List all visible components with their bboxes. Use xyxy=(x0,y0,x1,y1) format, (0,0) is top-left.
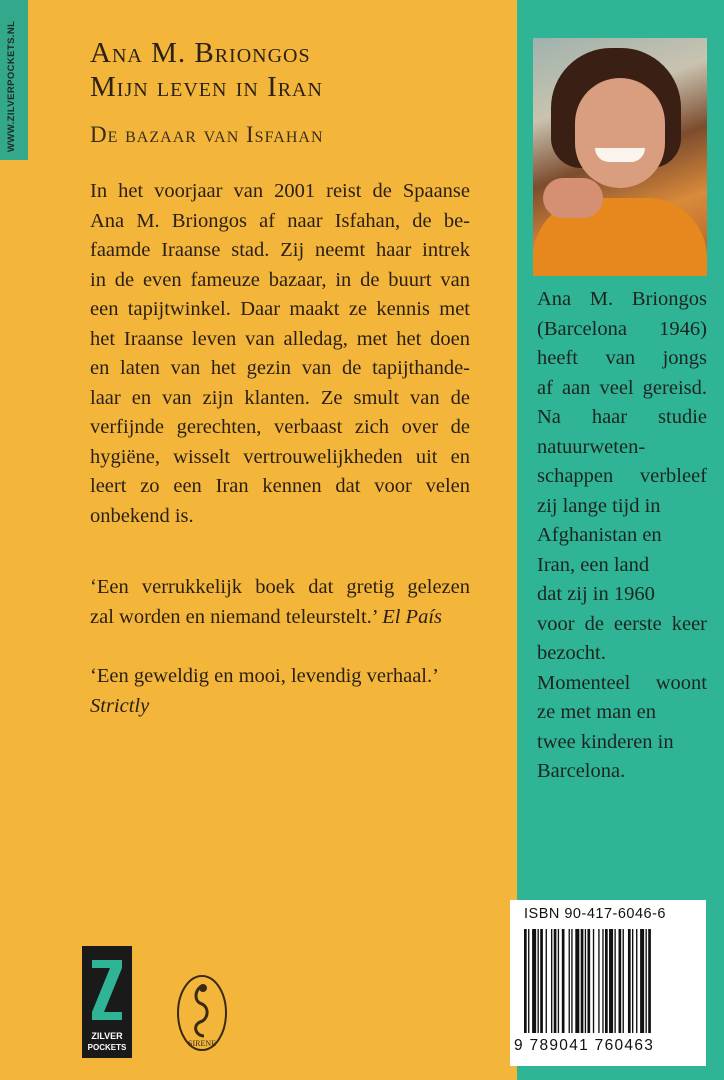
isbn-number: ISBN 90-417-6046-6 xyxy=(524,906,666,922)
bio-line: dat zij in 1960 xyxy=(537,583,655,605)
title-block xyxy=(90,36,324,148)
bio-line: natuurweten- xyxy=(537,435,646,458)
barcode-bars xyxy=(522,929,696,1033)
blurb-line: en laten van het gezin van de tapijthande- xyxy=(90,357,470,379)
zilver-pockets-logo xyxy=(82,946,132,1058)
author-bio xyxy=(537,285,707,787)
review-quote-strictly xyxy=(90,662,470,721)
review-quote-el-pais xyxy=(90,573,470,632)
author-photo xyxy=(533,38,707,276)
quote-text: zal worden en niemand teleurstelt.’ xyxy=(90,605,378,628)
blurb-line: In het voorjaar van 2001 reist de Spaanse xyxy=(90,180,470,202)
quote-line: ‘Een geweldig en mooi, levendig verhaal.’ xyxy=(90,665,439,687)
bio-line: heeft van jongs xyxy=(537,347,707,369)
book-title: Mijn leven in Iran xyxy=(90,71,323,103)
bio-line: zij lange tijd in xyxy=(537,494,661,517)
blurb-line: een tapijtwinkel. Daar maakt ze kennis met xyxy=(90,298,470,320)
bio-line: Iran, een land xyxy=(537,553,650,576)
book-subtitle: De bazaar van Isfahan xyxy=(90,122,324,147)
bio-line: Barcelona. xyxy=(537,760,626,782)
bio-line: schappen verbleef xyxy=(537,465,707,487)
bio-line: Ana M. Briongos xyxy=(537,288,707,310)
sirene-text: SIRENE xyxy=(188,1039,216,1048)
blurb-line: laar en van zijn klanten. Ze smult van de xyxy=(90,386,470,409)
quote-line: ‘Een verrukkelijk boek dat gretig gelezen xyxy=(90,576,470,598)
blurb-line: in de even fameuze bazaar, in de buurt van xyxy=(90,268,470,291)
blurb-line: het Iraanse leven van alledag, met het doen xyxy=(90,327,470,350)
logo-text-line2: POCKETS xyxy=(87,1043,127,1052)
blurb-line: hygiëne, wisselt vertrouwelijkheden uit en xyxy=(90,445,470,468)
quote-line xyxy=(90,603,470,633)
logo-text-line1: ZILVER xyxy=(91,1031,123,1041)
bio-line: Afghanistan en xyxy=(537,524,662,546)
website-url: WWW.ZILVERPOCKETS.NL xyxy=(6,20,17,152)
quote-source: Strictly xyxy=(90,694,150,717)
blurb-line: onbekend is. xyxy=(90,504,194,527)
bio-line: ze met man en xyxy=(537,701,656,723)
bio-line: Momenteel woont xyxy=(537,671,707,694)
bio-line: (Barcelona 1946) xyxy=(537,317,707,340)
blurb xyxy=(90,177,470,531)
blurb-line: Ana M. Briongos af naar Isfahan, de be- xyxy=(90,209,470,232)
bio-line: Na haar studie xyxy=(537,406,707,428)
ean-number: 9 789041 760463 xyxy=(514,1037,655,1054)
quote-source: El País xyxy=(382,605,442,628)
bio-line: bezocht. xyxy=(537,642,606,664)
bio-line: twee kinderen in xyxy=(537,730,674,753)
blurb-line: leert zo een Iran kennen dat voor velen xyxy=(90,475,470,497)
sirene-logo xyxy=(176,974,228,1052)
bio-line: af aan veel gereisd. xyxy=(537,376,707,399)
barcode xyxy=(510,900,706,1066)
bio-line: voor de eerste keer xyxy=(537,612,707,635)
blurb-line: verfijnde gerechten, verbaast zich over de xyxy=(90,416,470,438)
author-name: Ana M. Briongos xyxy=(90,37,311,69)
blurb-line: faamde Iraanse stad. Zij neemt haar intrek xyxy=(90,239,470,261)
